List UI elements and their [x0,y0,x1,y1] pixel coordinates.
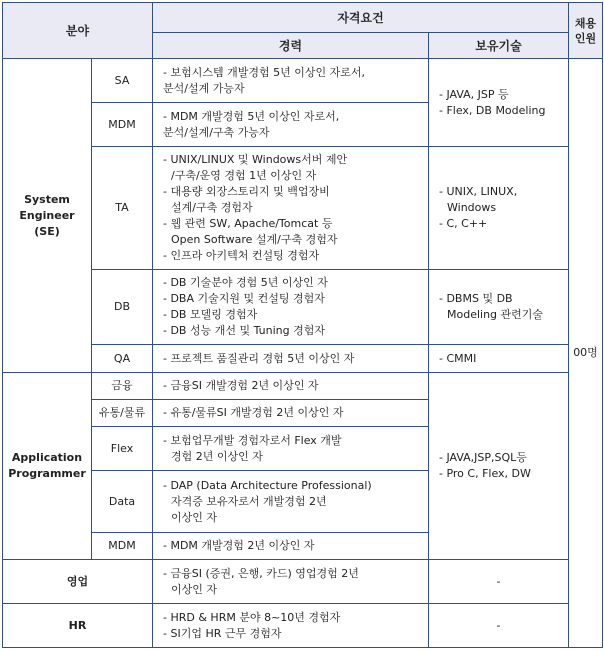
header-qualifications: 자격요건 [153,3,569,33]
header-skills: 보유기술 [429,33,569,59]
subcategory-db: DB [92,270,153,345]
requirement-sa: - 보험시스템 개발경험 5년 이상인 자로서, 분석/설계 가능자 [153,59,429,103]
subcategory-mdm-se: MDM [92,103,153,147]
category-application-programmer: Application Programmer [3,373,92,560]
requirement-db: - DB 기술분야 경험 5년 이상인 자 - DBA 기술지원 및 컨설팅 경험자 - DB 모델링 경험자 - DB 성능 개선 및 Tuning 경험자 [153,270,429,345]
requirement-mdm-ap: - MDM 개발경험 2년 이상인 자 [153,533,429,560]
category-system-engineer: System Engineer (SE) [3,59,92,373]
requirement-finance: - 금융SI 개발경험 2년 이상인 자 [153,373,429,400]
subcategory-distribution: 유통/물류 [92,400,153,427]
skills-ta: - UNIX, LINUX, Windows - C, C++ [429,147,569,270]
category-hr: HR [3,604,153,648]
skills-sales: - [429,560,569,604]
header-experience: 경력 [153,33,429,59]
skills-hr: - [429,604,569,648]
requirement-ta: - UNIX/LINUX 및 Windows서버 제안 /구축/운영 경험 1년 이상인 자 - 대용량 외장스토리지 및 백업장비 설계/구축 경험자 - 웹 관련 SW, Apache/Tomcat 등 Open Software 설계/구축 경험자 - 인프라 아키텍처 컨설팅 경험자 [153,147,429,270]
requirement-distribution: - 유통/물류SI 개발경험 2년 이상인 자 [153,400,429,427]
subcategory-finance: 금융 [92,373,153,400]
skills-ap: - JAVA,JSP,SQL등 - Pro C, Flex, DW [429,373,569,560]
requirement-hr: - HRD & HRM 분야 8~10년 경험자 - SI기업 HR 근무 경험자 [153,604,429,648]
requirement-data: - DAP (Data Architecture Professional) 자격증 보유자로서 개발경험 2년 이상인 자 [153,471,429,533]
skills-sa-mdm: - JAVA, JSP 등 - Flex, DB Modeling [429,59,569,147]
recruitment-table [2,2,603,648]
category-sales: 영업 [3,560,153,604]
subcategory-ta: TA [92,147,153,270]
subcategory-flex: Flex [92,427,153,471]
subcategory-qa: QA [92,345,153,373]
header-field: 분야 [3,3,153,59]
requirement-flex: - 보험업무개발 경험자로서 Flex 개발 경험 2년 이상인 자 [153,427,429,471]
requirement-sales: - 금융SI (증권, 은행, 카드) 영업경험 2년 이상인 자 [153,560,429,604]
headcount-value: 00명 [569,59,603,648]
subcategory-data: Data [92,471,153,533]
skills-qa: - CMMI [429,345,569,373]
requirement-mdm-se: - MDM 개발경험 5년 이상인 자로서, 분석/설계/구축 가능자 [153,103,429,147]
subcategory-sa: SA [92,59,153,103]
subcategory-mdm-ap: MDM [92,533,153,560]
requirement-qa: - 프로젝트 품질관리 경험 5년 이상인 자 [153,345,429,373]
skills-db: - DBMS 및 DB Modeling 관련기술 [429,270,569,345]
header-headcount: 채용 인원 [569,3,603,59]
